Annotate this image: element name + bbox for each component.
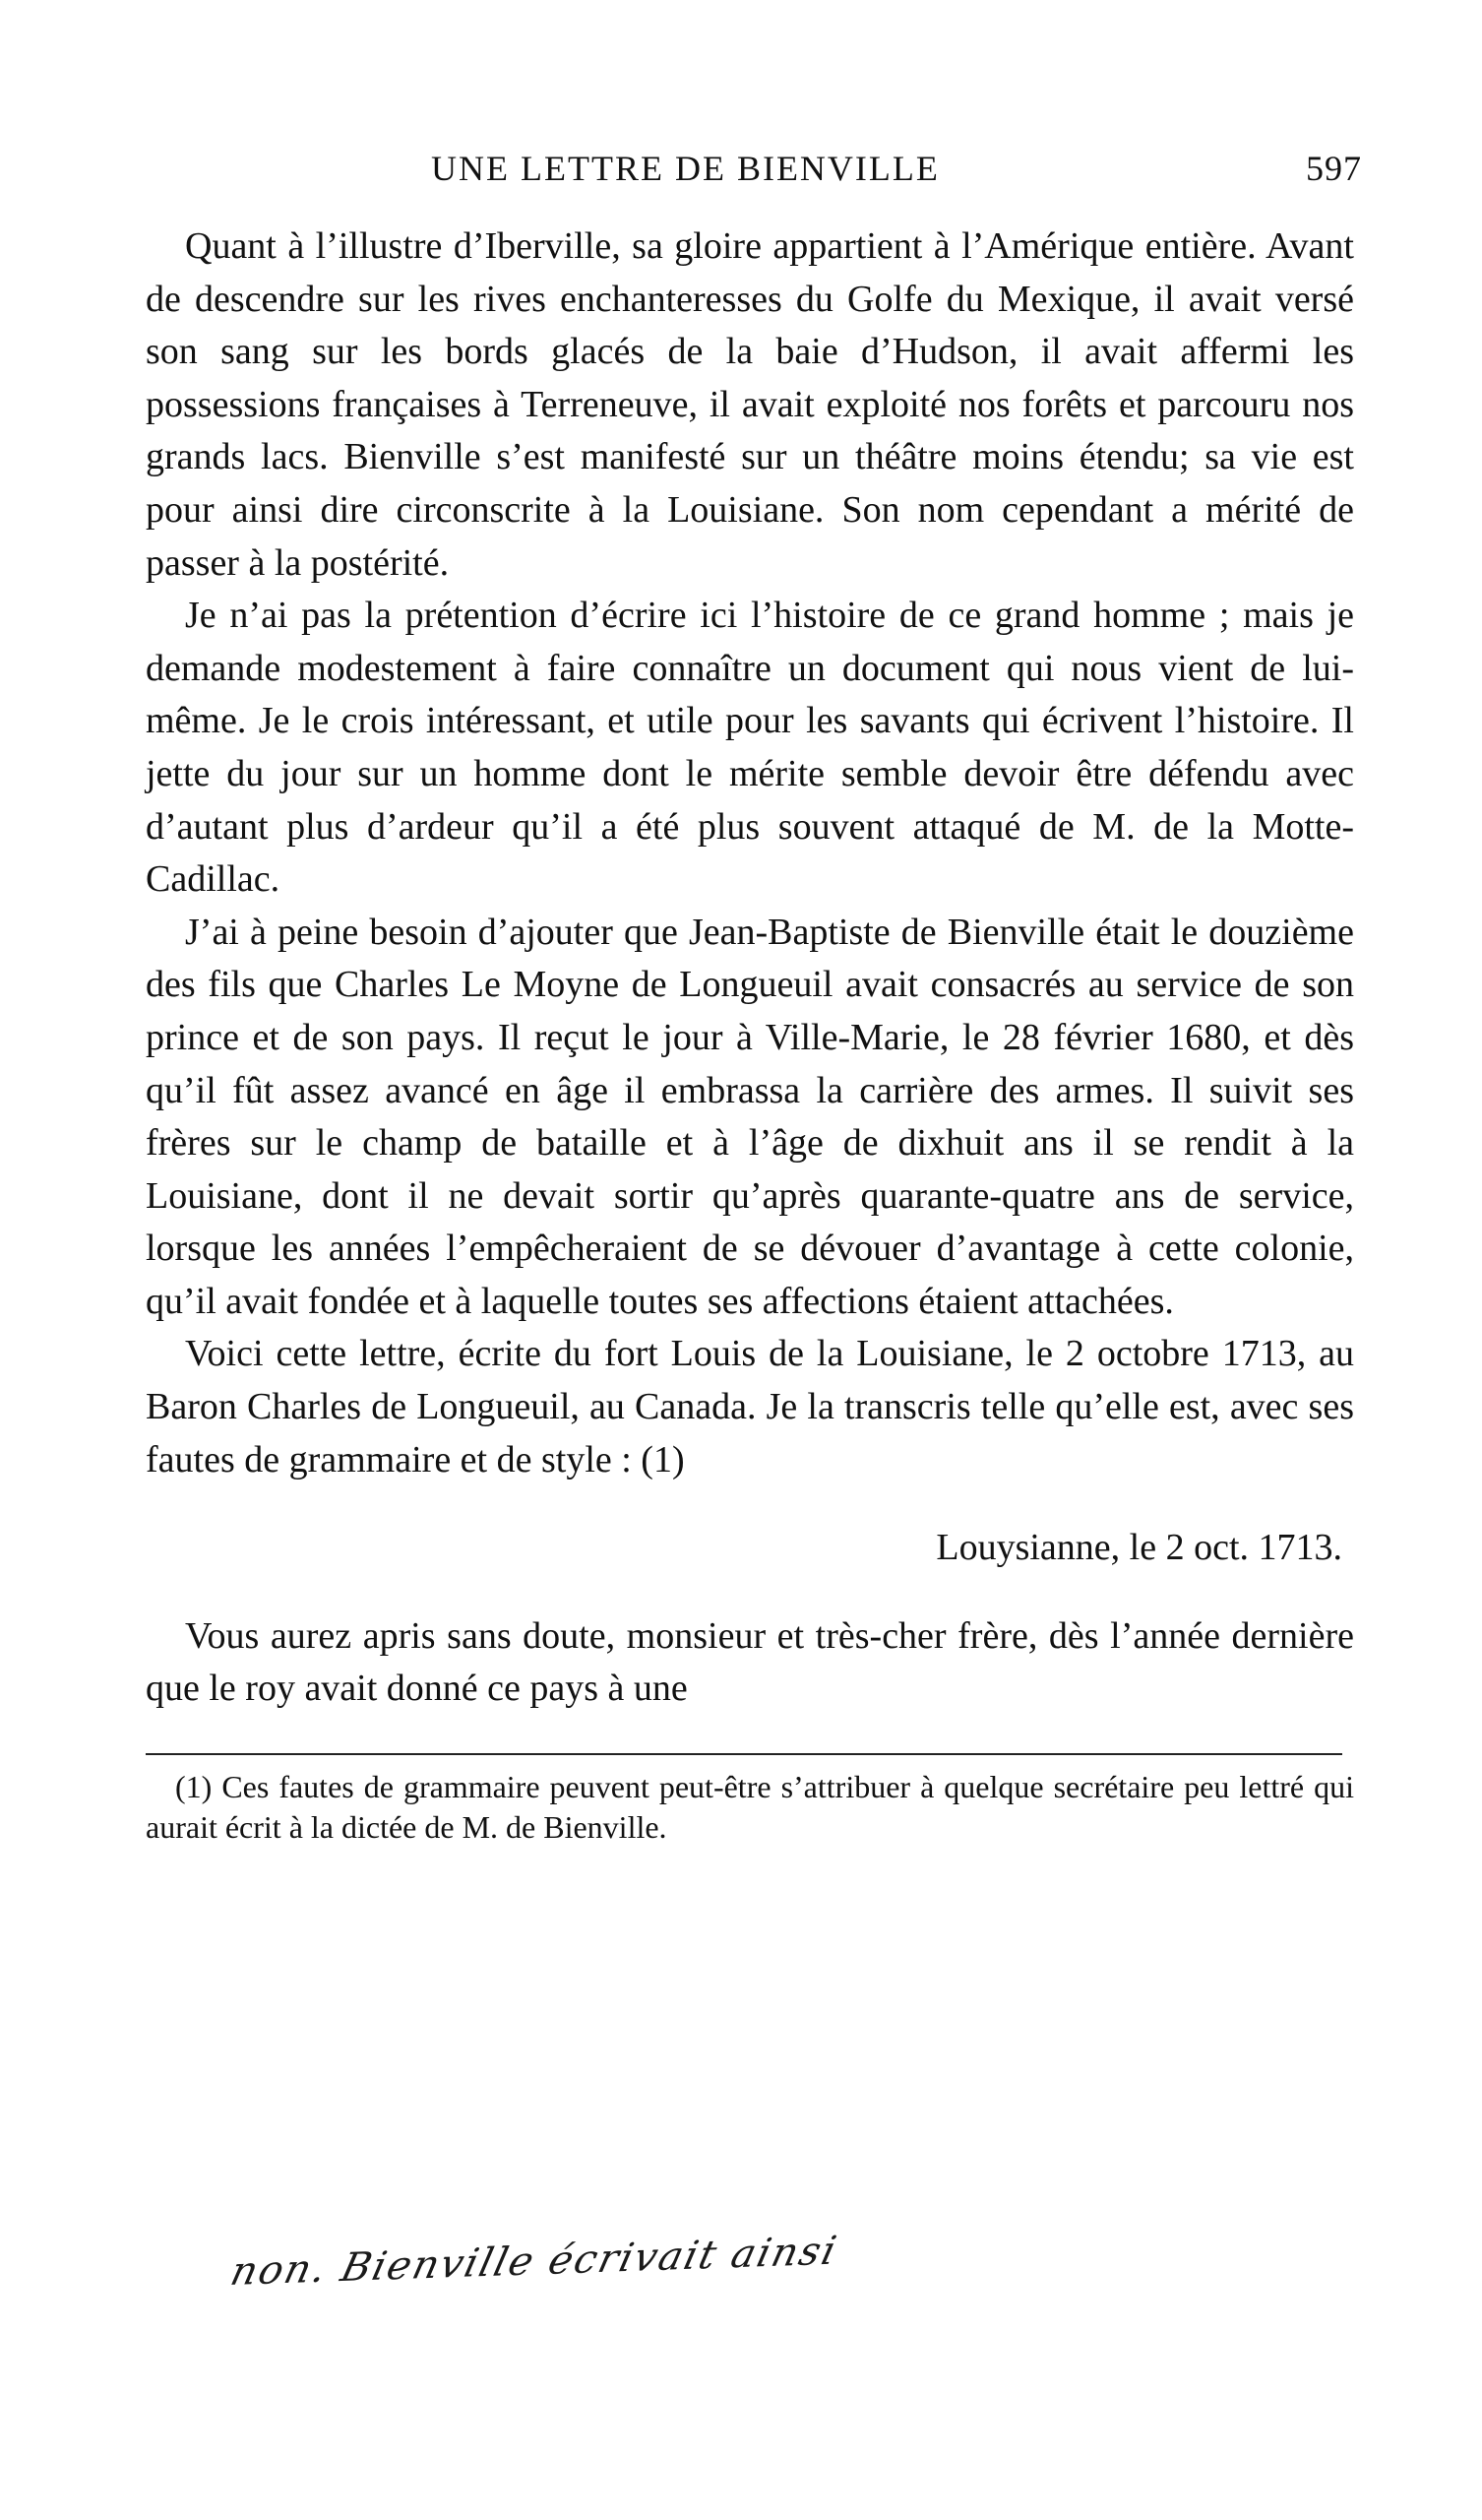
paragraph-1: Quant à l’illustre d’Iberville, sa gloire appartient à l’Amérique entière. Avant de descendre sur les rives enchanteresses du Golfe du Mexique, il avait versé son sang sur les bords glacés de la baie d’Hudson, il avait affermi les possessions françaises à Terreneuve, il avait exploité nos forêts et parcouru nos grands lacs. Bienville s’est manifesté sur un théâtre moins étendu; sa vie est pour ainsi dire circonscrite à la Louisiane. Son nom cependant a mérité de passer à la postérité. <box>146 225 1354 584</box>
book-page <box>146 148 1362 1848</box>
footnote-divider <box>146 1753 1342 1755</box>
footnote <box>146 1767 1354 1848</box>
footnote-text: (1) Ces fautes de grammaire peuvent peut-être s’attribuer à quelque secrétaire peu lettré qui aurait écrit à la dictée de M. de Bienville. <box>146 1769 1354 1846</box>
running-head <box>146 148 1362 203</box>
paragraph-3: J’ai à peine besoin d’ajouter que Jean-Baptiste de Bienville était le douzième des fils que Charles Le Moyne de Longueuil avait consacrés au service de son prince et de son pays. Il reçut le jour à Ville-Marie, le 28 février 1680, et dès qu’il fût assez avancé en âge il embrassa la carrière des armes. Il suivit ses frères sur le champ de bataille et à l’âge de dixhuit ans il se rendit à la Louisiane, dont il ne devait sortir qu’après quarante-quatre ans de service, lorsque les années l’empêcheraient de se dévouer d’avantage à cette colonie, qu’il avait fondée et à laquelle toutes ses affections étaient attachées. <box>146 911 1354 1322</box>
letter-opening: Vous aurez apris sans doute, monsieur et très-cher frère, dès l’année dernière que le roy avait donné ce pays à une <box>146 1614 1354 1710</box>
handwritten-annotation: non. Bienville écrivait ainsi <box>226 2228 842 2295</box>
body-text <box>146 220 1354 1716</box>
paragraph-4: Voici cette lettre, écrite du fort Louis de la Louisiane, le 2 octobre 1713, au Baron Charles de Longueuil, au Canada. Je la transcris telle qu’elle est, avec ses fautes de grammaire et de style : (1) <box>146 1333 1354 1480</box>
page-number: 597 <box>1306 149 1362 188</box>
paragraph-2: Je n’ai pas la prétention d’écrire ici l’histoire de ce grand homme ; mais je demande modestement à faire connaître un document qui nous vient de lui-même. Je le crois intéressant, et utile pour les savants qui écrivent l’histoire. Il jette du jour sur un homme dont le mérite semble devoir être défendu avec d’autant plus d’ardeur qu’il a été plus souvent attaqué de M. de la Motte-Cadillac. <box>146 595 1354 901</box>
letter-date-line: Louysianne, le 2 oct. 1713. <box>936 1527 1342 1569</box>
running-title: UNE LETTRE DE BIENVILLE <box>431 149 940 188</box>
letter-text <box>146 1610 1354 1716</box>
